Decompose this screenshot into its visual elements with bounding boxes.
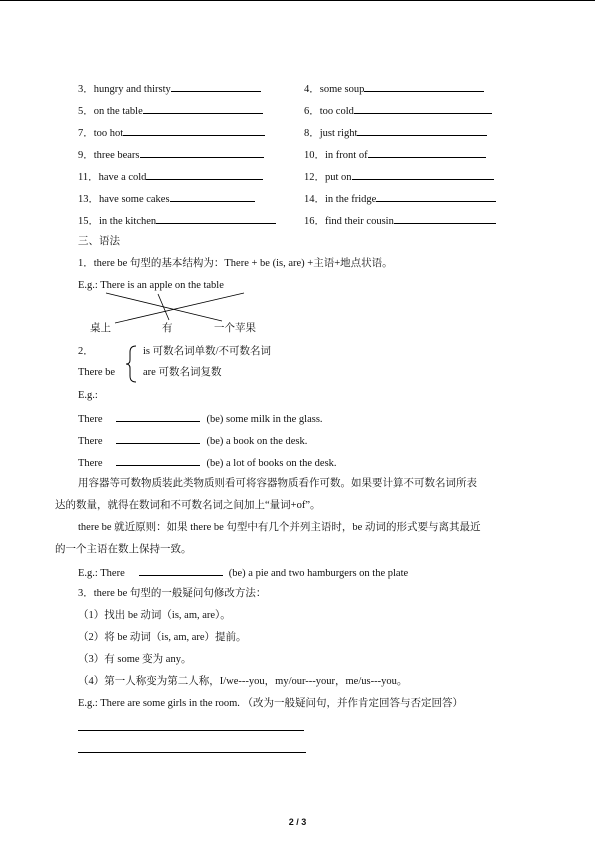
vocab-item: 8．just right [304,125,487,140]
step-item: （1）找出 be 动词（is, am, are）。 [78,610,231,621]
exercise-line: There (be) a lot of books on the desk. [78,455,337,470]
diagram-label: 有 [162,323,173,334]
vocab-item: 3．hungry and thirsty [78,81,261,96]
vocab-item: 13．have some cakes [78,191,255,206]
vocab-item: 16．find their cousin [304,213,496,228]
mapping-line [106,293,222,321]
curly-brace-icon [124,344,138,384]
paragraph-line: 的一个主语在数上保持一致。 [55,544,192,555]
exercise-line: There (be) some milk in the glass. [78,411,323,426]
step-item: （3）有 some 变为 any。 [78,654,192,665]
vocab-item: 10．in front of [304,147,486,162]
section-title: 三、语法 [78,236,120,247]
vocab-item: 7．too hot [78,125,265,140]
diagram-label: 一个苹果 [214,323,256,334]
paragraph-line: there be 就近原则：如果 there be 句型中有几个并列主语时，be 动词的形式要与离其最近 [78,522,481,533]
example-sentence: E.g.: There is an apple on the table [78,280,224,291]
step-item: （2）将 be 动词（is, am, are）提前。 [78,632,247,643]
diagram-label: 桌上 [90,323,111,334]
are-rule: are 可数名词复数 [143,367,222,378]
exercise-line: There (be) a book on the desk. [78,433,307,448]
paragraph-line: 达的数量，就得在数词和不可数名词之间加上“量词+of”。 [55,500,321,511]
grammar-point-1: 1．there be 句型的基本结构为：There + be (is, are) +主语+地点状语。 [78,258,393,269]
there-be-label: There be [78,367,116,378]
vocab-item: 14．in the fridge [304,191,496,206]
paragraph-line: 用容器等可数物质装此类物质则看可将容器物质看作可数。如果要计算不可数名词所表 [78,478,477,489]
mapping-line [115,293,244,323]
grammar-point-2-number: 2． [78,346,94,357]
answer-line [78,752,306,753]
is-rule: is 可数名词单数/不可数名词 [143,346,272,357]
example-label: E.g.: [78,390,98,401]
step-item: （4）第一人称变为第二人称，I/we---you，my/our---your，me/us---you。 [78,676,408,687]
example-sentence: E.g.: There are some girls in the room. （改为一般疑问句，并作肯定回答与否定回答） [78,698,464,709]
vocab-item: 11．have a cold [78,169,263,184]
answer-line [78,730,304,731]
vocab-item: 5．on the table [78,103,263,118]
grammar-point-3: 3．there be 句型的一般疑问句修改方法： [78,588,267,599]
vocab-item: 6．too cold [304,103,492,118]
vocab-item: 9．three bears [78,147,264,162]
vocab-item: 4．some soup [304,81,484,96]
vocab-item: 15．in the kitchen [78,213,276,228]
example-sentence: E.g.: There (be) a pie and two hamburgers on the plate [78,565,408,580]
page-number: 2 / 3 [288,817,307,827]
vocab-item: 12．put on [304,169,494,184]
